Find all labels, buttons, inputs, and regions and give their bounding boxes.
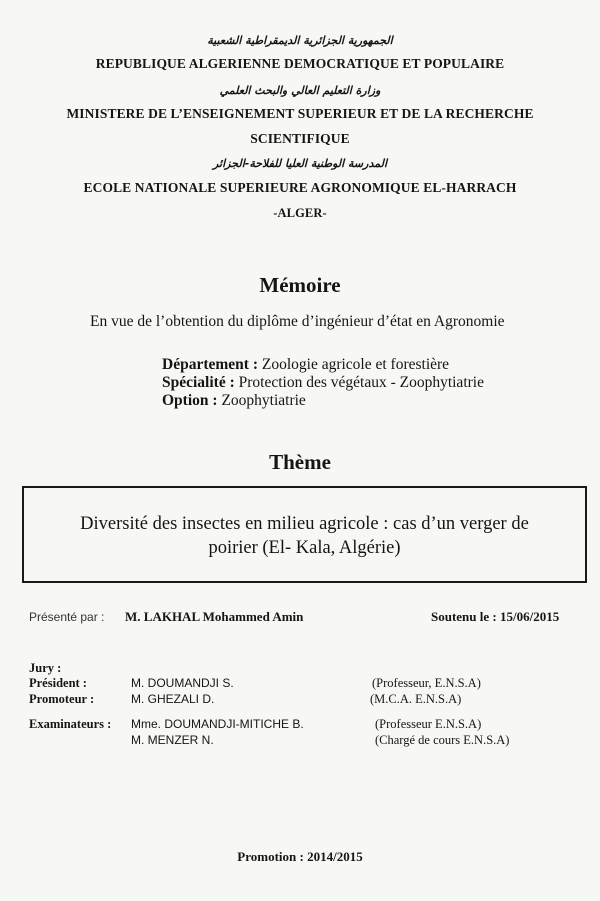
theme-text xyxy=(24,512,585,560)
jury-name: M. MENZER N. xyxy=(131,733,214,747)
jury-title-affiliation: (M.C.A. E.N.S.A) xyxy=(370,692,462,706)
jury-title-affiliation: (Chargé de cours E.N.S.A) xyxy=(375,733,510,747)
jury-name: M. DOUMANDJI S. xyxy=(131,676,234,690)
jury-title-text: Jury : xyxy=(29,661,62,675)
jury-title-affiliation: (Professeur, E.N.S.A) xyxy=(372,676,481,690)
arabic-school-header: المدرسة الوطنية العليا للفلاحة-الجزائر xyxy=(212,157,387,170)
department-value: Zoologie agricole et forestière xyxy=(257,356,450,373)
speciality-line xyxy=(162,374,484,392)
ministry-header-line1: MINISTERE DE L’ENSEIGNEMENT SUPERIEUR ET DE LA RECHERCHE xyxy=(66,106,534,121)
department-line xyxy=(162,356,449,374)
defense-date: Soutenu le : 15/06/2015 xyxy=(431,609,560,624)
republic-header: REPUBLIQUE ALGERIENNE DEMOCRATIQUE ET POPULAIRE xyxy=(95,56,505,71)
document-type-title: Mémoire xyxy=(259,273,341,297)
jury-name: M. GHEZALI D. xyxy=(131,692,215,706)
theme-line-2: poirier (El- Kala, Algérie) xyxy=(208,538,401,558)
school-header: ECOLE NATIONALE SUPERIEURE AGRONOMIQUE EL-HARRACH xyxy=(83,180,517,195)
arabic-ministry-header: وزارة التعليم العالي والبحث العلمي xyxy=(219,84,381,97)
jury-name: Mme. DOUMANDJI-MITICHE B. xyxy=(131,717,304,731)
city-header: -ALGER- xyxy=(273,206,327,220)
jury-role: Promoteur : xyxy=(29,692,95,706)
ministry-header-line2: SCIENTIFIQUE xyxy=(250,131,350,146)
document-purpose: En vue de l’obtention du diplôme d’ingénieur d’état en Agronomie xyxy=(90,313,505,330)
arabic-republic-header: الجمهورية الجزائرية الديمقراطية الشعبية xyxy=(207,34,393,47)
jury-title xyxy=(29,660,61,676)
theme-line-1: Diversité des insectes en milieu agricole : cas d’un verger de xyxy=(80,514,529,534)
jury-role: Président : xyxy=(29,676,87,690)
jury-title-affiliation: (Professeur E.N.S.A) xyxy=(375,717,482,731)
author-name: M. LAKHAL Mohammed Amin xyxy=(125,609,304,624)
theme-box xyxy=(22,486,587,583)
option-line xyxy=(162,392,306,410)
option-label: Option : xyxy=(162,392,218,409)
speciality-value: Protection des végétaux - Zoophytiatrie xyxy=(234,374,484,391)
speciality-label: Spécialité : xyxy=(162,374,235,391)
department-label: Département : xyxy=(162,356,258,373)
jury-role: Examinateurs : xyxy=(29,717,112,731)
promotion-year: Promotion : 2014/2015 xyxy=(237,849,363,864)
theme-heading: Thème xyxy=(269,450,331,474)
presented-by-label: Présenté par : xyxy=(29,610,105,624)
option-value: Zoophytiatrie xyxy=(217,392,306,409)
